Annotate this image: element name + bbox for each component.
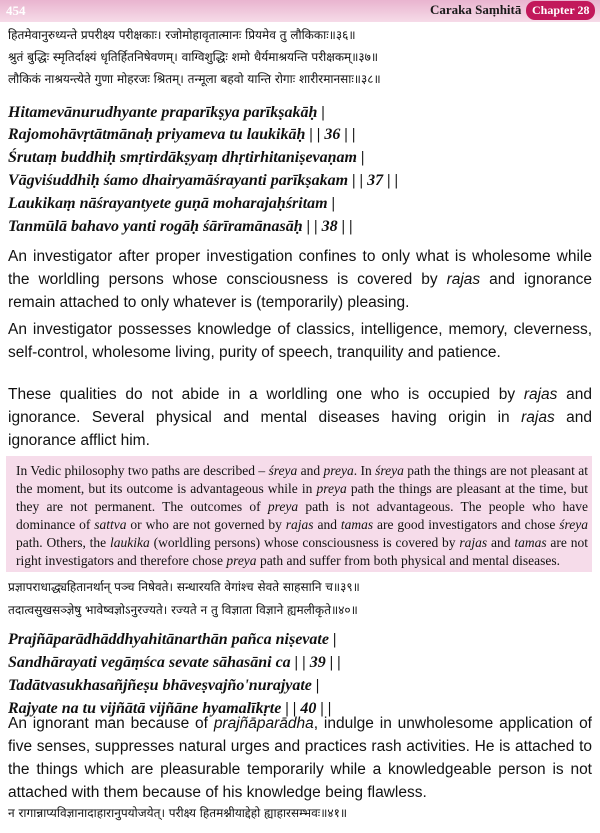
chapter-badge: Chapter 28 xyxy=(526,1,595,20)
page-header xyxy=(0,0,600,24)
sanskrit-verse-line: श्रुतं बुद्धिः स्मृतिर्दाक्ष्यं धृतिर्हितनिषेवणम्। वाग्विशुद्धिः शमो धैर्यमाश्रयन्ति परीक्षकम्॥३७॥ xyxy=(8,50,379,64)
transliteration-line: Hitamevānurudhyante praparīkṣya parīkṣakāḥ | xyxy=(8,104,325,121)
transliteration-line: Tadātvasukhasañjñeṣu bhāveṣvajño'nurajyate | xyxy=(8,677,320,694)
paragraph-translation-39-40: An ignorant man because of prajñāparādha, indulge in unwholesome application of five senses, suppresses natural urges and practices rash activities. He is attached to the things which are pleasurable temporarily while a knowledgeable person is not attached with them because of his knowledge being flawless. xyxy=(8,715,592,801)
transliteration-line: Tanmūlā bahavo yanti rogāḥ śārīramānasāḥ | | 38 | | xyxy=(8,218,353,235)
paragraph-translation-38: These qualities do not abide in a worldling one who is occupied by rajas and ignorance. Several physical and mental diseases having origin in rajas and ignorance afflict him. xyxy=(8,386,593,449)
transliteration-line: Rajyate na tu vijñātā vijñāne hyamalīkṛte | | 40 | | xyxy=(8,700,332,717)
transliteration-line: Prajñāparādhāddhyahitānarthān pañca niṣevate | xyxy=(8,631,337,648)
transliteration-line: Sandhārayati vegāṃśca sevate sāhasāni ca | | 39 | | xyxy=(8,654,341,671)
page-number: 454 xyxy=(6,3,26,18)
transliteration-line: Vāgviśuddhiḥ śamo dhairyamāśrayanti parīkṣakam | | 37 | | xyxy=(8,172,399,189)
sanskrit-verse-line: प्रज्ञापराधाद्ध्यहितानर्थान् पञ्च निषेवते। सन्धारयति वेगांश्च सेवते साहसानि च॥३९॥ xyxy=(8,580,360,594)
sanskrit-verse-line: न रागान्नाप्यविज्ञानादाहारानुपयोजयेत्। परीक्ष्य हितमश्नीयाद्देहो ह्याहारसम्भवः॥४१॥ xyxy=(8,806,348,820)
sanskrit-verse-line: तदात्वसुखसञ्ज्ञेषु भावेष्वज्ञोऽनुरज्यते। रज्यते न तु विज्ञाता विज्ञाने ह्यमलीकृते॥४०॥ xyxy=(8,603,358,617)
paragraph-translation-36: An investigator after proper investigation confines to only what is wholesome while the worldling persons whose consciousness is covered by rajas and ignorance remain attached to only whatever is (temporarily) pleasing. xyxy=(8,248,592,311)
book-title: Caraka Saṃhitā xyxy=(430,2,522,17)
transliteration-line: Śrutaṃ buddhiḥ smṛtirdākṣyaṃ dhṛtirhitaniṣevaṇam | xyxy=(8,149,365,166)
sanskrit-verse-line: लौकिकं नाश्रयन्त्येते गुणा मोहरजः श्रितम्। तन्मूला बहवो यान्ति रोगाः शारीरमानसाः॥३८॥ xyxy=(8,72,381,86)
transliteration-line: Laukikaṃ nāśrayantyete guṇā moharajaḥśritam | xyxy=(8,195,336,212)
note-text: In Vedic philosophy two paths are described – śreya and preya. In śreya path the things are not pleasant at the moment, but its outcome is advantageous while in preya path the things are pleasant at the time, but they are not permanent. The outcomes of preya path is not advantageous. The people who have dominance of sattva or who are not governed by rajas and tamas are good investigators and chose śreya path. Others, the laukika (worldling persons) whose consciousness is covered by rajas and tamas are not right investigators and therefore chose preya path and suffer from both physical and mental diseases. xyxy=(16,463,589,568)
sanskrit-verse-line: हितमेवानुरुध्यन्ते प्रपरीक्ष्य परीक्षकाः। रजोमोहावृतात्मानः प्रियमेव तु लौकिकाः॥३६॥ xyxy=(8,28,356,42)
transliteration-line: Rajomohāvṛtātmānaḥ priyameva tu laukikāḥ | | 36 | | xyxy=(8,126,356,143)
paragraph-translation-37: An investigator possesses knowledge of classics, intelligence, memory, cleverness, self-control, wholesome living, purity of speech, tranquility and patience. xyxy=(8,321,592,361)
